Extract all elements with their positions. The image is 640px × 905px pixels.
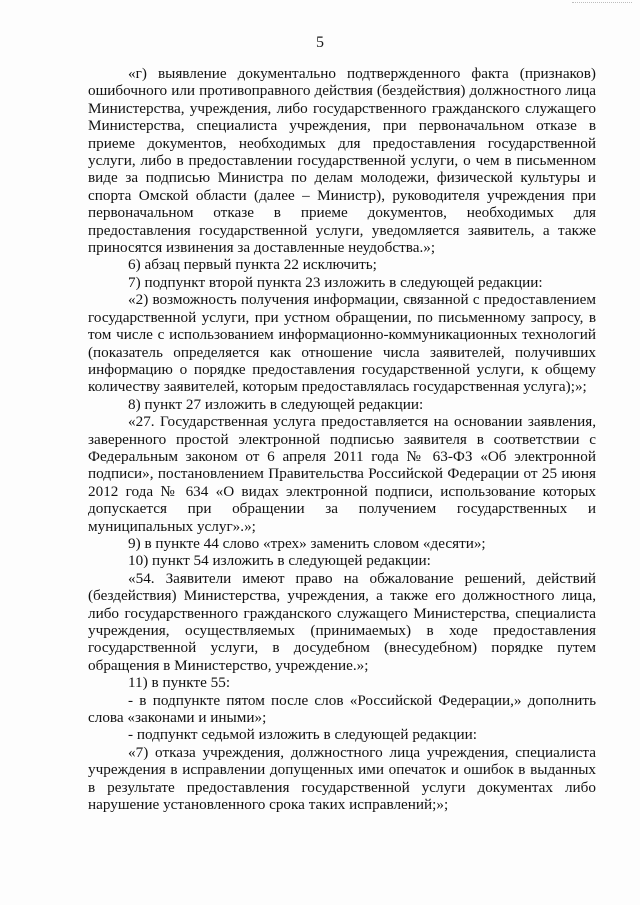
paragraph-item-7: 7) подпункт второй пункта 23 изложить в следующей редакции:	[128, 273, 543, 291]
paragraph-clause-27: «27. Государственная услуга предоставляется на основании заявления, заверенного простой электронной подписью заявителя в соответствии с Федеральным законом от 6 апреля 2011 года № 63-ФЗ «Об электронной подписи», постановлением Правительства Российской Федерации от 25 июня 2012 года № 634 «О видах электронной подписи, использование которых допускается при обращении за получением государственных и муниципальных услуг».»;	[88, 413, 596, 535]
paragraph-subclause-7: - подпункт седьмой изложить в следующей редакции:	[128, 726, 477, 744]
paragraph-subclause-5: - в подпункте пятом после слов «Российской Федерации,» дополнить слова «законами и иными»;	[88, 691, 596, 727]
scan-artifact	[572, 2, 632, 7]
paragraph-clause-54: «54. Заявители имеют право на обжалование решений, действий (бездействия) Министерства, учреждения, а также его должностного лица, либо государственного гражданского служащего Министерства, специалиста учреждения, осуществляемых (принимаемых) в ходе предоставления государственной услуги, в досудебном (внесудебном) порядке путем обращения в Министерство, учреждение.»;	[88, 569, 596, 674]
paragraph-item-6: 6) абзац первый пункта 22 исключить;	[128, 256, 377, 274]
paragraph-clause-7: «7) отказа учреждения, должностного лица учреждения, специалиста учреждения в исправлении допущенных ими опечаток и ошибок в выданных в результате предоставления государственной услуги документах либо нарушение установленного срока таких исправлений;»;	[88, 743, 596, 814]
paragraph-item-10: 10) пункт 54 изложить в следующей редакции:	[128, 552, 431, 570]
page-number: 5	[316, 34, 324, 51]
paragraph-clause-2: «2) возможность получения информации, связанной с предоставлением государственной услуги, при устном обращении, по письменному запросу, в том числе с использованием информационно-коммуникационных технологий (показатель определяется как отношение числа заявителей, получивших информацию о порядке предоставления государственной услуги, к общему количеству заявителей, которым предоставлялась государственная услуга);»;	[88, 291, 596, 396]
paragraph-item-8: 8) пункт 27 изложить в следующей редакции:	[128, 395, 424, 413]
paragraph-item-11: 11) в пункте 55:	[128, 674, 231, 692]
paragraph-item-9: 9) в пункте 44 слово «трех» заменить словом «десяти»;	[128, 534, 486, 552]
paragraph-g-clause: «г) выявление документально подтвержденного факта (признаков) ошибочного или противоправного действия (бездействия) должностного лица Министерства, учреждения, либо государственного гражданского служащего Министерства, специалиста учреждения, при первоначальном отказе в приеме документов, необходимых для предоставления государственной услуги, либо в предоставлении государственной услуги, о чем в письменном виде за подписью Министра по делам молодежи, физической культуры и спорта Омской области (далее – Министр), руководителя учреждения при первоначальном отказе в приеме документов, необходимых для предоставления государственной услуги, уведомляется заявитель, а также приносятся извинения за доставленные неудобства.»;	[88, 65, 596, 257]
document-body	[88, 65, 596, 813]
